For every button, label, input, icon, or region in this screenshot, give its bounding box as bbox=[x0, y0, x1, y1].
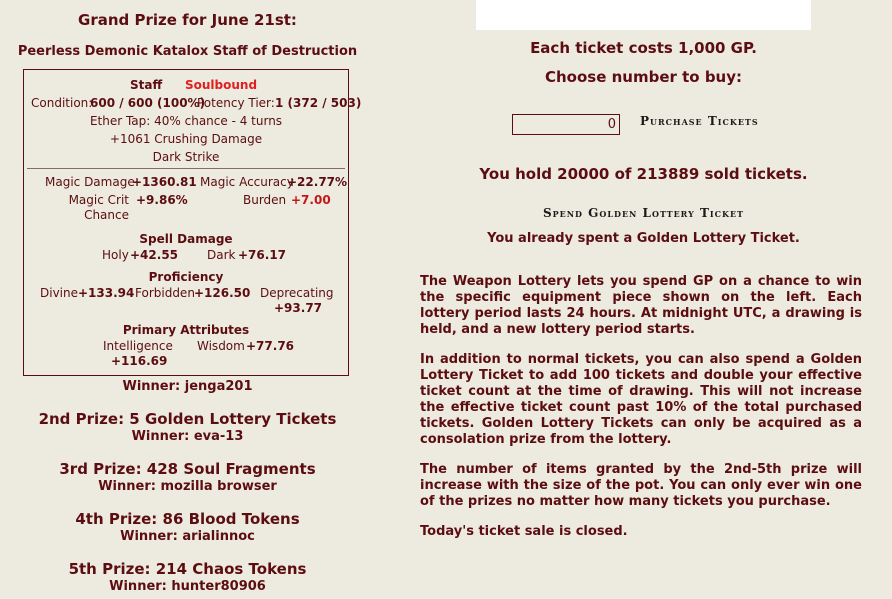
condition-value: 600 / 600 (100%) bbox=[90, 96, 206, 110]
stats-divider bbox=[27, 168, 345, 169]
dark-value: +76.17 bbox=[238, 248, 287, 262]
info-paragraph-1: The Weapon Lottery lets you spend GP on a chance to win the specific equipment piece shown on the left. Each lottery period lasts 24 hours. At midnight UTC, a drawing is held, and a new lottery period starts. bbox=[420, 274, 862, 337]
choose-number-text: Choose number to buy: bbox=[544, 68, 743, 86]
spend-golden-ticket-button[interactable]: Spend Golden Lottery Ticket bbox=[542, 206, 745, 220]
grand-prize-item-name: Peerless Demonic Katalox Staff of Destruction bbox=[17, 44, 358, 59]
dark-strike: Dark Strike bbox=[152, 150, 220, 164]
magic-crit-label-cont: Chance bbox=[84, 208, 129, 222]
condition-label: Condition: bbox=[31, 96, 93, 110]
purchase-tickets-button[interactable]: Purchase Tickets bbox=[640, 114, 759, 128]
potency-value: 1 (372 / 503) bbox=[275, 96, 362, 110]
intelligence-value: +116.69 bbox=[111, 354, 168, 368]
grand-prize-title: Grand Prize for June 21st: bbox=[78, 11, 297, 29]
forbidden-label: Forbidden bbox=[135, 286, 195, 300]
sale-closed-text: Today's ticket sale is closed. bbox=[420, 524, 628, 539]
info-paragraph-2: In addition to normal tickets, you can also spend a Golden Lottery Ticket to add 100 tickets and double your effective ticket count at the time of drawing. This will not increase the effective ticket count past 10% of the total purchased tickets. Golden Lottery Tickets can only be acquired as a consolation prize from the lottery. bbox=[420, 352, 862, 447]
prize-5-winner: Winner: hunter80906 bbox=[109, 579, 266, 594]
prize-4-title: 4th Prize: 86 Blood Tokens bbox=[75, 510, 300, 528]
deprecating-label: Deprecating bbox=[260, 286, 334, 300]
prize-3-title: 3rd Prize: 428 Soul Fragments bbox=[59, 460, 316, 478]
golden-ticket-status: You already spent a Golden Lottery Ticket. bbox=[487, 231, 800, 246]
wisdom-value: +77.76 bbox=[246, 339, 295, 353]
prize-2-winner: Winner: eva-13 bbox=[131, 429, 244, 444]
wisdom-label: Wisdom bbox=[197, 339, 245, 353]
ether-tap: Ether Tap: 40% chance - 4 turns bbox=[89, 114, 283, 128]
grand-prize-winner: Winner: jenga201 bbox=[122, 379, 253, 394]
prize-2-title: 2nd Prize: 5 Golden Lottery Tickets bbox=[38, 410, 337, 428]
top-white-panel bbox=[476, 0, 811, 30]
item-stats-panel bbox=[23, 69, 362, 376]
ticket-cost-text: Each ticket costs 1,000 GP. bbox=[530, 39, 757, 57]
primary-attributes-heading: Primary Attributes bbox=[122, 323, 250, 337]
magic-crit-label: Magic Crit bbox=[68, 193, 129, 207]
info-paragraph-3: The number of items granted by the 2nd-5th prize will increase with the size of the pot. You can only ever win one of the prizes no matter how many tickets you purchase. bbox=[420, 462, 862, 509]
dark-label: Dark bbox=[207, 248, 236, 262]
potency-label: Potency Tier: bbox=[197, 96, 275, 110]
holy-label: Holy bbox=[102, 248, 129, 262]
spell-damage-heading: Spell Damage bbox=[139, 232, 233, 246]
soulbound-badge: Soulbound bbox=[185, 78, 258, 92]
prize-5-title: 5th Prize: 214 Chaos Tokens bbox=[68, 560, 307, 578]
magic-accuracy-value: +22.77% bbox=[287, 175, 348, 189]
magic-accuracy-label: Magic Accuracy bbox=[200, 175, 294, 189]
proficiency-heading: Proficiency bbox=[148, 270, 224, 284]
burden-label: Burden bbox=[243, 193, 287, 207]
intelligence-label: Intelligence bbox=[103, 339, 173, 353]
ticket-hold-status: You hold 20000 of 213889 sold tickets. bbox=[479, 165, 808, 183]
forbidden-value: +126.50 bbox=[194, 286, 251, 300]
holy-value: +42.55 bbox=[130, 248, 179, 262]
ticket-count-input[interactable] bbox=[512, 114, 620, 135]
prize-4-winner: Winner: arialinnoc bbox=[120, 529, 255, 544]
magic-crit-value: +9.86% bbox=[136, 193, 188, 207]
prize-3-winner: Winner: mozilla browser bbox=[98, 479, 277, 494]
magic-damage-label: Magic Damage bbox=[45, 175, 135, 189]
crushing-damage: +1061 Crushing Damage bbox=[109, 132, 263, 146]
deprecating-value: +93.77 bbox=[274, 301, 323, 315]
divine-value: +133.94 bbox=[78, 286, 135, 300]
item-type: Staff bbox=[130, 78, 163, 92]
divine-label: Divine bbox=[40, 286, 78, 300]
burden-value: +7.00 bbox=[291, 193, 331, 207]
magic-damage-value: +1360.81 bbox=[132, 175, 197, 189]
